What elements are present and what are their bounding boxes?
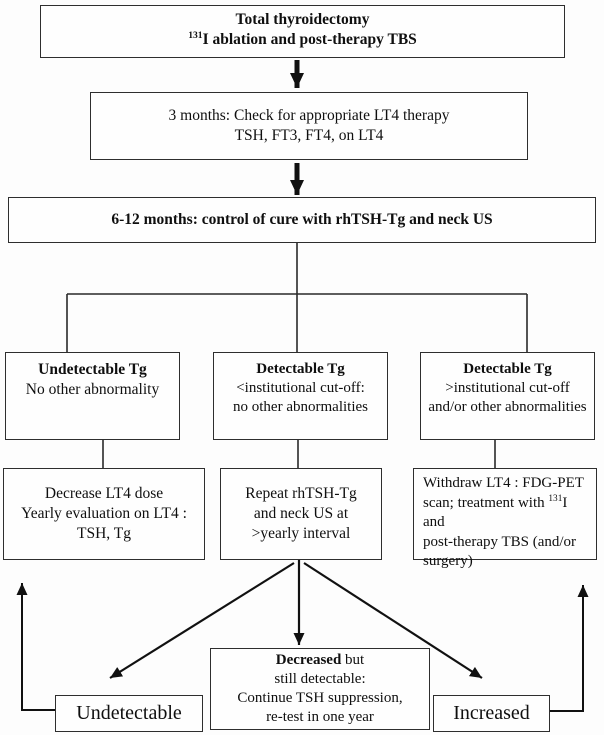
box-detectable-tg-low — [213, 352, 388, 440]
box-lt4-check — [90, 92, 528, 160]
action-line3: >yearly interval — [251, 524, 351, 542]
check-line2: TSH, FT3, FT4, on LT4 — [234, 127, 384, 144]
box-repeat-rhtsh — [220, 468, 382, 560]
title-line: Total thyroidectomy — [235, 11, 370, 28]
action-line1: Withdraw LT4 : FDG-PET — [423, 475, 584, 491]
outcome-label: Increased — [453, 701, 530, 724]
box-undetectable-tg — [5, 352, 180, 440]
action-line2: and neck US at — [253, 505, 349, 523]
branch-connector — [67, 243, 527, 352]
outcome-line4: re-test in one year — [266, 709, 374, 726]
box-outcome-increased — [433, 695, 550, 732]
condition-title: Detectable Tg — [463, 361, 552, 377]
action-line2-post: I and — [423, 494, 568, 530]
condition-title: Detectable Tg — [256, 361, 345, 377]
condition-line3: and/or other abnormalities — [428, 399, 587, 416]
box-withdraw-lt4 — [413, 468, 597, 569]
outcome-rest: but — [341, 651, 365, 668]
action-line1: Repeat rhTSH-Tg — [245, 485, 357, 503]
arrow-feedback-left — [22, 583, 55, 710]
box-outcome-undetectable — [55, 695, 203, 732]
condition-line2: <institutional cut-off: — [236, 380, 365, 397]
action-line2-pre: scan; treatment with — [423, 494, 549, 511]
box-outcome-decreased — [210, 648, 430, 730]
outcome-line3: Continue TSH suppression, — [237, 690, 403, 706]
condition-title: Undetectable Tg — [38, 361, 147, 378]
outcome-line1 — [211, 651, 429, 670]
action-line4: surgery) — [423, 553, 473, 569]
action-line2: Yearly evaluation on LT4 : — [21, 505, 187, 523]
outcome-label: Undetectable — [76, 701, 182, 724]
outcome-bold: Decreased — [275, 651, 342, 668]
arrow-feedback-right — [550, 585, 583, 711]
subtitle-line — [41, 30, 564, 50]
subtitle-text: I ablation and post-therapy TBS — [202, 30, 417, 48]
box-decrease-lt4 — [3, 468, 205, 560]
outcome-line2: still detectable: — [274, 670, 366, 687]
box-total-thyroidectomy — [40, 5, 565, 58]
condition-line2: >institutional cut-off — [445, 380, 570, 397]
action-line2 — [423, 494, 592, 533]
condition-line2: No other abnormality — [25, 380, 160, 398]
action-line3: TSH, Tg — [77, 524, 131, 542]
box-control-of-cure — [8, 197, 596, 243]
action-line3: post-therapy TBS (and/or — [423, 533, 577, 550]
condition-line3: no other abnormalities — [233, 399, 368, 416]
control-line: 6-12 months: control of cure with rhTSH-Tg and neck US — [111, 211, 493, 229]
action-line1: Decrease LT4 dose — [44, 485, 164, 503]
iodine-superscript: 131 — [548, 493, 563, 504]
check-line1: 3 months: Check for appropriate LT4 therapy — [168, 107, 450, 125]
iodine-superscript: 131 — [188, 29, 203, 41]
box-detectable-tg-high — [420, 352, 595, 440]
